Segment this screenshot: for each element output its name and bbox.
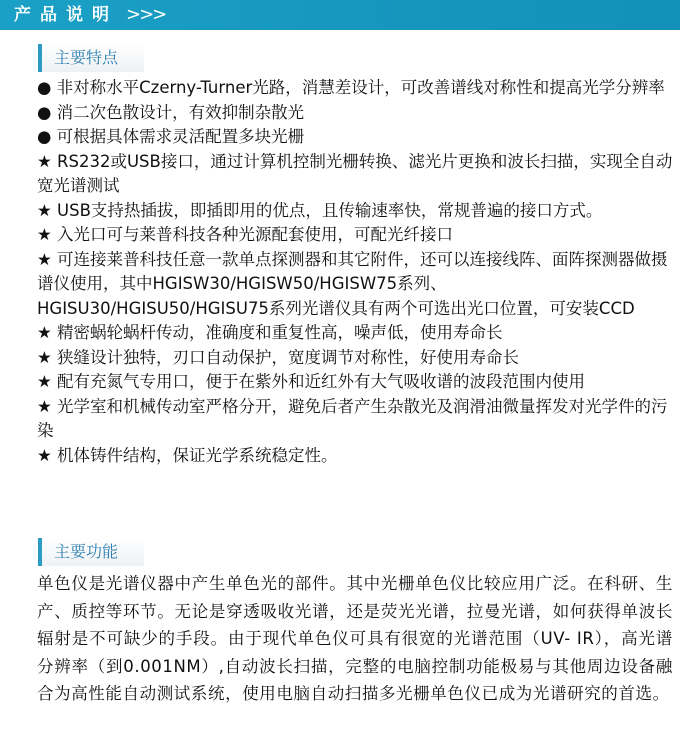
feature-item: ★ 机体铸件结构，保证光学系统稳定性。: [37, 445, 338, 465]
feature-item: ★ 配有充氮气专用口，便于在紫外和近红外有大气吸收谱的波段范围内使用: [37, 372, 586, 391]
feature-item: ★ RS232或USB接口，通过计算机控制光栅转换、滤光片更换和波长扫描，实现全自动宽光谱测试: [37, 151, 673, 195]
functions-heading: [38, 538, 144, 566]
feature-item: ● 非对称水平Czerny-Turner光路，消慧差设计，可改善谱线对称性和提高光学分辨率: [37, 78, 665, 97]
feature-item: ● 消二次色散设计，有效抑制杂散光: [37, 102, 305, 122]
feature-item: ★ 精密蜗轮蜗杆传动，准确度和重复性高，噪声低，使用寿命长: [37, 323, 503, 342]
features-heading: [38, 44, 144, 72]
feature-item: ★ USB支持热插拔，即插即用的优点，且传输速率快，常规普遍的接口方式。: [37, 200, 603, 220]
functions-paragraph: 单色仪是光谱仪器中产生单色光的部件。其中光栅单色仪比较应用广泛。在科研、生产、质控等环节。无论是穿透吸收光谱，还是荧光光谱，拉曼光谱，如何获得单波长辐射是不可缺少的手段。由于现代单色仪可具有很宽的光谱范围（UV- IR），高光谱分辨率（到0.001NM）,自动波长扫描，完整的电脑控制功能极易与其他周边设备融合为高性能自动测试系统，使用电脑自动扫描多光栅单色仪已成为光谱研究的首选。: [37, 574, 673, 703]
chevron-right-icon: >>>: [126, 4, 166, 25]
banner-divider: [0, 30, 680, 36]
page-banner: [0, 0, 680, 36]
feature-item: ★ 入光口可与莱普科技各种光源配套使用，可配光纤接口: [37, 225, 454, 244]
features-list: [37, 76, 673, 468]
feature-item: ★ 狭缝设计独特，刃口自动保护，宽度调节对称性，好使用寿命长: [37, 347, 520, 367]
functions-heading-label: 主要功能: [54, 542, 119, 561]
banner-title: 产品说明: [14, 5, 118, 25]
feature-item: ★ 可连接莱普科技任意一款单点探测器和其它附件，还可以连接线阵、面阵探测器做摄谱仪使用，其中HGISW30/HGISW50/HGISW75系列、HGISU30/HGISU50/HGISU75系列光谱仪具有两个可选出光口位置，可安装CCD: [37, 249, 668, 318]
feature-item: ★ 光学室和机械传动室严格分开，避免后者产生杂散光及润滑油微量挥发对光学件的污染: [37, 396, 668, 440]
features-heading-label: 主要特点: [54, 48, 119, 67]
feature-item: ● 可根据具体需求灵活配置多块光栅: [37, 127, 305, 146]
